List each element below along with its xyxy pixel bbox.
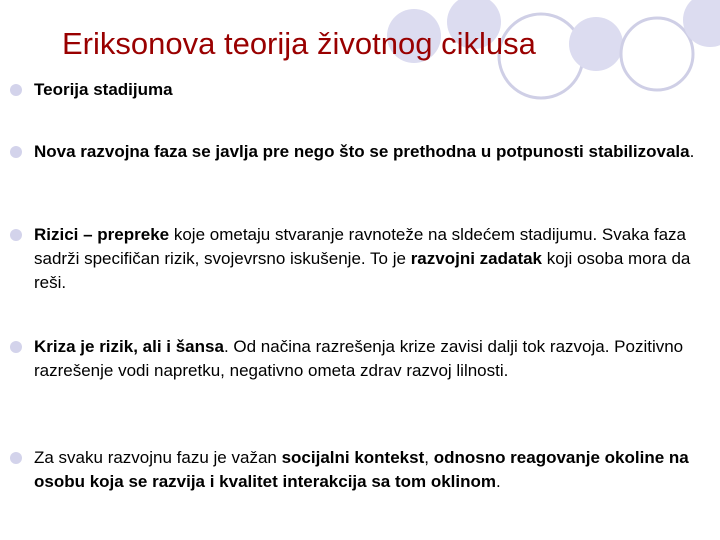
text-run: Za svaku razvojnu fazu je važan [34,448,282,467]
bullet-item [34,335,718,383]
decorative-circle [569,17,623,71]
text-run: . Od načina razrešenja krize zavisi dalji tok razvoja. Pozitivno razrešenje vodi napretku, negativno ometa zdrav razvoj lilnosti. [34,337,684,380]
bullet-dot-icon [10,452,22,464]
bold-text-run: Teorija stadijuma [34,80,173,99]
bullet-dot-icon [10,229,22,241]
bullet-text [34,142,694,161]
bullet-text [34,448,689,491]
bold-text-run: Kriza je rizik, ali i šansa [34,337,224,356]
bullet-dot-icon [10,146,22,158]
bullet-item [34,78,718,102]
bold-text-run: razvojni zadatak [410,249,543,268]
bold-text-run: Rizici – prepreke [34,225,170,244]
bullet-text [34,337,683,380]
slide-title: Eriksonova teorija životnog ciklusa [62,26,536,61]
bold-text-run: Nova razvojna faza se javlja pre nego što se prethodna u potpunosti stabilizovala [34,142,690,161]
bullet-text [34,80,173,99]
text-run: . [496,472,501,491]
bullet-item [34,140,718,164]
bold-text-run: odnosno reagovanje okoline na osobu koja se razvija i kvalitet interakcija sa tom oklinom [34,448,689,491]
bullet-dot-icon [10,84,22,96]
bullet-item [34,223,718,295]
bullet-dot-icon [10,341,22,353]
bullet-item [34,446,718,494]
bold-text-run: socijalni kontekst [281,448,425,467]
text-run: koje ometaju stvaranje ravnoteže na sldećem stadijumu. Svaka faza sadrži specifičan rizik, svojevrsno iskušenje. To je [34,225,687,268]
text-run: koji osoba mora da reši. [34,249,691,292]
text-run: , [424,448,434,467]
text-run: . [689,142,695,161]
bullet-text [34,225,690,292]
